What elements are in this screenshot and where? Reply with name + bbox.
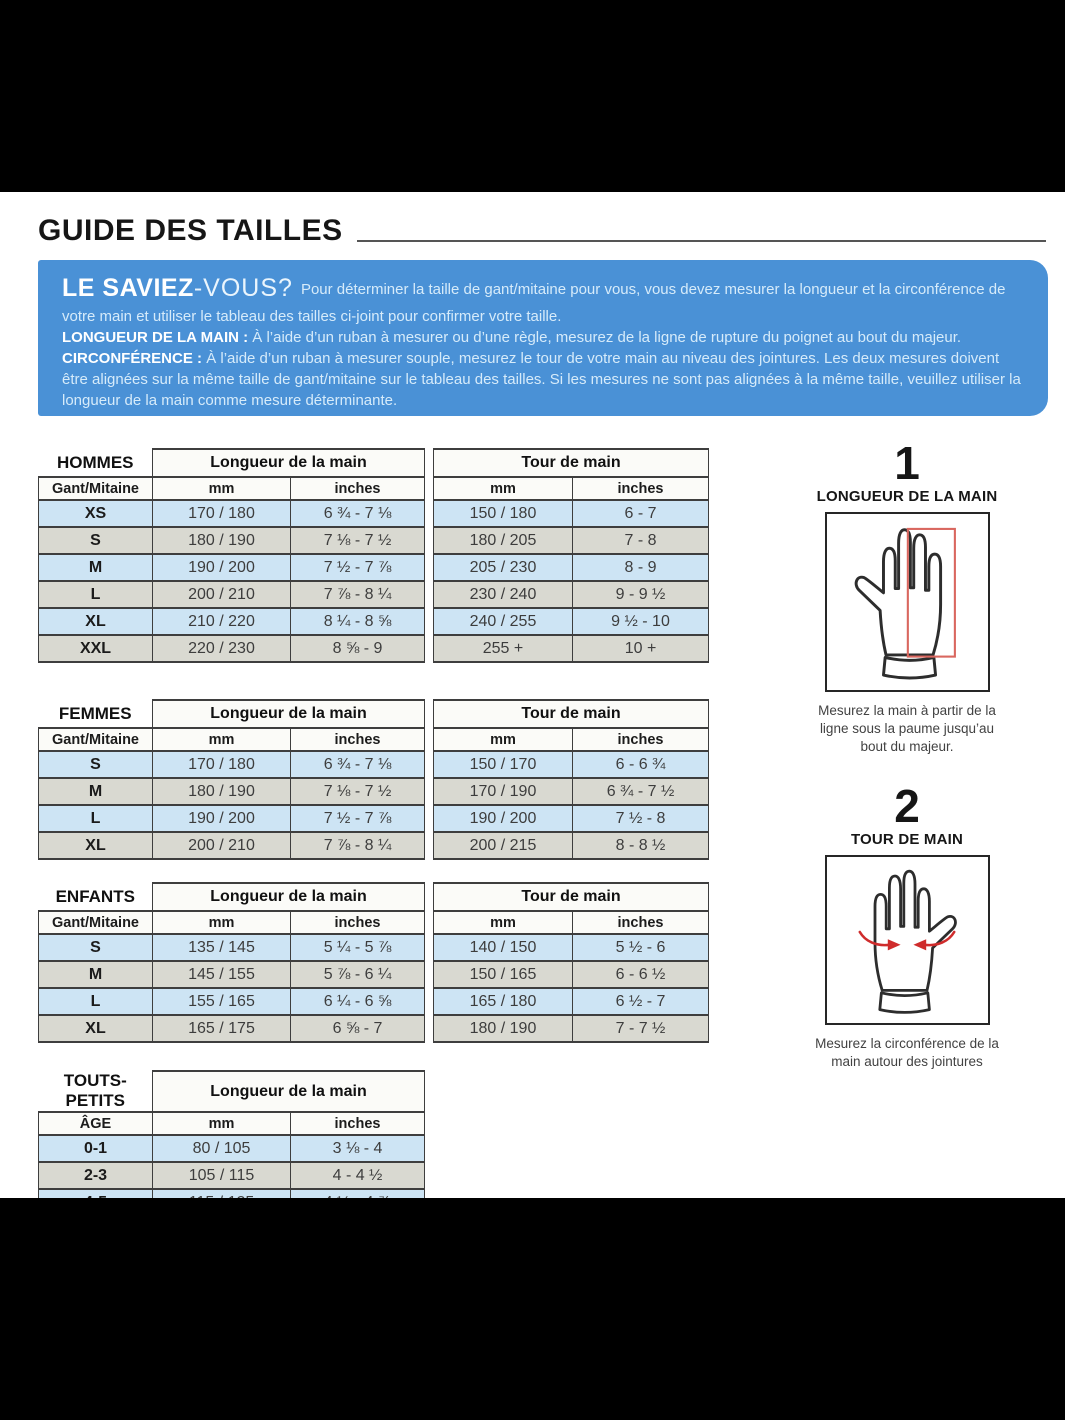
- cuff-outline: [883, 657, 935, 678]
- length-mm-cell: 200 / 210: [153, 832, 291, 859]
- length-mm-cell: 200 / 210: [153, 581, 291, 608]
- length-header: Longueur de la main: [153, 883, 425, 911]
- info-length-label: LONGUEUR DE LA MAIN :: [62, 329, 249, 346]
- inches-header: inches: [573, 911, 709, 934]
- inches-header: inches: [291, 911, 425, 934]
- length-mm-cell: 180 / 190: [153, 527, 291, 554]
- info-intro-paragraph: [62, 271, 1024, 327]
- girth-header: Tour de main: [434, 449, 709, 477]
- length-inches-cell: 5 ⅞ - 6 ¼: [291, 961, 425, 988]
- figure-hand-length: [812, 437, 1002, 757]
- length-mm-cell: 135 / 145: [153, 934, 291, 961]
- size-cell: M: [39, 554, 153, 581]
- cuff-outline: [880, 992, 930, 1012]
- girth-mm-cell: 255 +: [434, 635, 573, 662]
- size-cell: S: [39, 934, 153, 961]
- girth-mm-cell: 200 / 215: [434, 832, 573, 859]
- length-inches-cell: 7 ⅛ - 7 ½: [291, 778, 425, 805]
- hand-length-drawing: [831, 518, 983, 686]
- girth-table: [433, 448, 709, 663]
- size-cell: M: [39, 778, 153, 805]
- length-mm-cell: 170 / 180: [153, 751, 291, 778]
- size-cell: 2-3: [39, 1162, 153, 1189]
- length-inches-cell: 8 ⅝ - 9: [291, 635, 425, 662]
- table-row: [39, 1162, 425, 1189]
- group-title: ENFANTS: [39, 883, 153, 911]
- table-row: [434, 832, 709, 859]
- table-row: [39, 554, 425, 581]
- girth-inches-cell: 5 ½ - 6: [573, 934, 709, 961]
- girth-inches-cell: 6 - 7: [573, 500, 709, 527]
- length-header: Longueur de la main: [153, 700, 425, 728]
- length-table: [38, 882, 425, 1043]
- mm-header: mm: [153, 1112, 291, 1135]
- length-header: Longueur de la main: [153, 449, 425, 477]
- girth-mm-cell: 170 / 190: [434, 778, 573, 805]
- table-row: [434, 934, 709, 961]
- length-inches-cell: 6 ⅝ - 7: [291, 1015, 425, 1042]
- length-inches-cell: 7 ⅞ - 8 ¼: [291, 832, 425, 859]
- figure-caption: Mesurez la circonférence de la main autour des jointures: [815, 1035, 999, 1069]
- size-cell: M: [39, 961, 153, 988]
- measurement-figures: [812, 437, 1002, 1071]
- girth-mm-cell: 190 / 200: [434, 805, 573, 832]
- length-inches-cell: 7 ½ - 7 ⅞: [291, 805, 425, 832]
- inches-header: inches: [573, 477, 709, 500]
- col1-header: Gant/Mitaine: [39, 911, 153, 934]
- girth-inches-cell: 7 - 8: [573, 527, 709, 554]
- length-mm-cell: 165 / 175: [153, 1015, 291, 1042]
- table-row: [434, 1015, 709, 1042]
- figure-label: TOUR DE MAIN: [850, 830, 964, 848]
- girth-inches-cell: 6 - 6 ¾: [573, 751, 709, 778]
- length-inches-cell: 7 ½ - 7 ⅞: [291, 554, 425, 581]
- length-inches-cell: 7 ⅛ - 7 ½: [291, 527, 425, 554]
- girth-inches-cell: 7 ½ - 8: [573, 805, 709, 832]
- girth-mm-cell: 180 / 190: [434, 1015, 573, 1042]
- length-mm-cell: 155 / 165: [153, 988, 291, 1015]
- girth-table: [433, 699, 709, 860]
- length-mm-cell: 190 / 200: [153, 554, 291, 581]
- length-inches-cell: 4 - 4 ½: [291, 1162, 425, 1189]
- title-rule: [357, 240, 1046, 242]
- length-inches-cell: 7 ⅞ - 8 ¼: [291, 581, 425, 608]
- length-mm-cell: 210 / 220: [153, 608, 291, 635]
- size-cell: S: [39, 751, 153, 778]
- hand-length-illustration: [825, 512, 990, 692]
- size-cell: XL: [39, 832, 153, 859]
- table-row: [39, 988, 425, 1015]
- table-row: [434, 527, 709, 554]
- table-row: [39, 832, 425, 859]
- table-row: [434, 608, 709, 635]
- table-row: [39, 608, 425, 635]
- girth-mm-cell: 140 / 150: [434, 934, 573, 961]
- info-length-paragraph: [62, 327, 1024, 348]
- table-row: [434, 778, 709, 805]
- mm-header: mm: [434, 477, 573, 500]
- length-inches-cell: 6 ¼ - 6 ⅝: [291, 988, 425, 1015]
- girth-mm-cell: 150 / 170: [434, 751, 573, 778]
- table-row: [39, 635, 425, 662]
- length-inches-cell: 8 ¼ - 8 ⅝: [291, 608, 425, 635]
- group-title: HOMMES: [39, 449, 153, 477]
- length-table: [38, 699, 425, 860]
- letterbox-bottom: [0, 1198, 1065, 1420]
- girth-header: Tour de main: [434, 700, 709, 728]
- girth-inches-cell: 9 ½ - 10: [573, 608, 709, 635]
- girth-inches-cell: 6 - 6 ½: [573, 961, 709, 988]
- length-header: Longueur de la main: [153, 1071, 425, 1112]
- hand-girth-illustration: [825, 855, 990, 1025]
- info-length-text: À l’aide d’un ruban à mesurer ou d’une règle, mesurez de la ligne de rupture du poignet au bout du majeur.: [252, 329, 962, 346]
- girth-mm-cell: 180 / 205: [434, 527, 573, 554]
- length-mm-cell: 180 / 190: [153, 778, 291, 805]
- size-cell: S: [39, 527, 153, 554]
- size-cell: XS: [39, 500, 153, 527]
- hand-outline: [875, 871, 955, 990]
- figure-label: LONGUEUR DE LA MAIN: [816, 488, 998, 505]
- inches-header: inches: [291, 1112, 425, 1135]
- col1-header: ÂGE: [39, 1112, 153, 1135]
- length-mm-cell: 80 / 105: [153, 1135, 291, 1162]
- size-cell: L: [39, 988, 153, 1015]
- length-mm-cell: 190 / 200: [153, 805, 291, 832]
- table-row: [39, 961, 425, 988]
- content-area: [0, 192, 1065, 1198]
- table-row: [39, 500, 425, 527]
- size-cell: XXL: [39, 635, 153, 662]
- info-circumference-label: CIRCONFÉRENCE :: [62, 350, 203, 367]
- letterbox-top: [0, 0, 1065, 192]
- inches-header: inches: [291, 728, 425, 751]
- group-title: FEMMES: [39, 700, 153, 728]
- inches-header: inches: [573, 728, 709, 751]
- table-row: [434, 988, 709, 1015]
- girth-inches-cell: 8 - 9: [573, 554, 709, 581]
- girth-inches-cell: 8 - 8 ½: [573, 832, 709, 859]
- table-row: [434, 635, 709, 662]
- page-title: GUIDE DES TAILLES: [38, 214, 343, 247]
- mm-header: mm: [153, 728, 291, 751]
- inches-header: inches: [291, 477, 425, 500]
- girth-mm-cell: 205 / 230: [434, 554, 573, 581]
- girth-inches-cell: 6 ¾ - 7 ½: [573, 778, 709, 805]
- size-cell: 0-1: [39, 1135, 153, 1162]
- figure-hand-girth: [812, 779, 1002, 1071]
- girth-mm-cell: 230 / 240: [434, 581, 573, 608]
- girth-inches-cell: 6 ½ - 7: [573, 988, 709, 1015]
- hand-girth-drawing: [831, 860, 983, 1020]
- size-cell: L: [39, 581, 153, 608]
- girth-mm-cell: 165 / 180: [434, 988, 573, 1015]
- table-row: [434, 961, 709, 988]
- table-row: [434, 751, 709, 778]
- table-row: [434, 500, 709, 527]
- length-inches-cell: 5 ¼ - 5 ⅞: [291, 934, 425, 961]
- table-row: [39, 751, 425, 778]
- table-row: [434, 805, 709, 832]
- length-inches-cell: 3 ⅛ - 4: [291, 1135, 425, 1162]
- table-row: [39, 1135, 425, 1162]
- length-mm-cell: 145 / 155: [153, 961, 291, 988]
- info-intro-text: Pour déterminer la taille de gant/mitaine pour vous, vous devez mesurer la longueur et la circonférence de votre main et utiliser le tableau des tailles ci-joint pour confirmer votre taille.: [62, 281, 1006, 325]
- table-row: [434, 581, 709, 608]
- info-headline-light: -VOUS?: [193, 274, 293, 302]
- mm-header: mm: [434, 911, 573, 934]
- girth-inches-cell: 9 - 9 ½: [573, 581, 709, 608]
- page-header: [38, 216, 1046, 246]
- info-box: [38, 260, 1048, 416]
- girth-mm-cell: 240 / 255: [434, 608, 573, 635]
- info-circumference-text: À l’aide d’un ruban à mesurer souple, mesurez le tour de votre main au niveau des jointures. Les deux mesures doivent être alignées sur la même taille de gant/mitaine sur le tableau des tailles. Si les mesures ne sont pas alignées à la même taille, veuillez utiliser la longueur de la main comme mesure déterminante.: [62, 350, 1021, 409]
- length-mm-cell: 220 / 230: [153, 635, 291, 662]
- girth-mm-cell: 150 / 165: [434, 961, 573, 988]
- girth-table: [433, 882, 709, 1043]
- length-inches-cell: 6 ¾ - 7 ⅛: [291, 751, 425, 778]
- table-row: [39, 934, 425, 961]
- mm-header: mm: [434, 728, 573, 751]
- girth-header: Tour de main: [434, 883, 709, 911]
- mm-header: mm: [153, 911, 291, 934]
- table-row: [39, 527, 425, 554]
- col1-header: Gant/Mitaine: [39, 728, 153, 751]
- group-title: TOUTS-PETITS: [39, 1071, 153, 1112]
- col1-header: Gant/Mitaine: [39, 477, 153, 500]
- table-row: [39, 805, 425, 832]
- length-inches-cell: 6 ¾ - 7 ⅛: [291, 500, 425, 527]
- length-table: [38, 448, 425, 663]
- table-row: [434, 554, 709, 581]
- table-row: [39, 581, 425, 608]
- length-mm-cell: 105 / 115: [153, 1162, 291, 1189]
- info-circumference-paragraph: [62, 348, 1024, 411]
- figure-number: 1: [894, 437, 920, 489]
- info-headline-bold: LE SAVIEZ: [62, 274, 194, 302]
- hand-outline: [856, 530, 940, 655]
- size-cell: XL: [39, 608, 153, 635]
- table-row: [39, 1015, 425, 1042]
- girth-inches-cell: 10 +: [573, 635, 709, 662]
- girth-mm-cell: 150 / 180: [434, 500, 573, 527]
- mm-header: mm: [153, 477, 291, 500]
- girth-inches-cell: 7 - 7 ½: [573, 1015, 709, 1042]
- size-cell: XL: [39, 1015, 153, 1042]
- length-mm-cell: 170 / 180: [153, 500, 291, 527]
- table-row: [39, 778, 425, 805]
- size-cell: L: [39, 805, 153, 832]
- figure-number: 2: [894, 779, 920, 832]
- figure-caption: Mesurez la main à partir de la ligne sous la paume jusqu’au bout du majeur.: [818, 703, 996, 755]
